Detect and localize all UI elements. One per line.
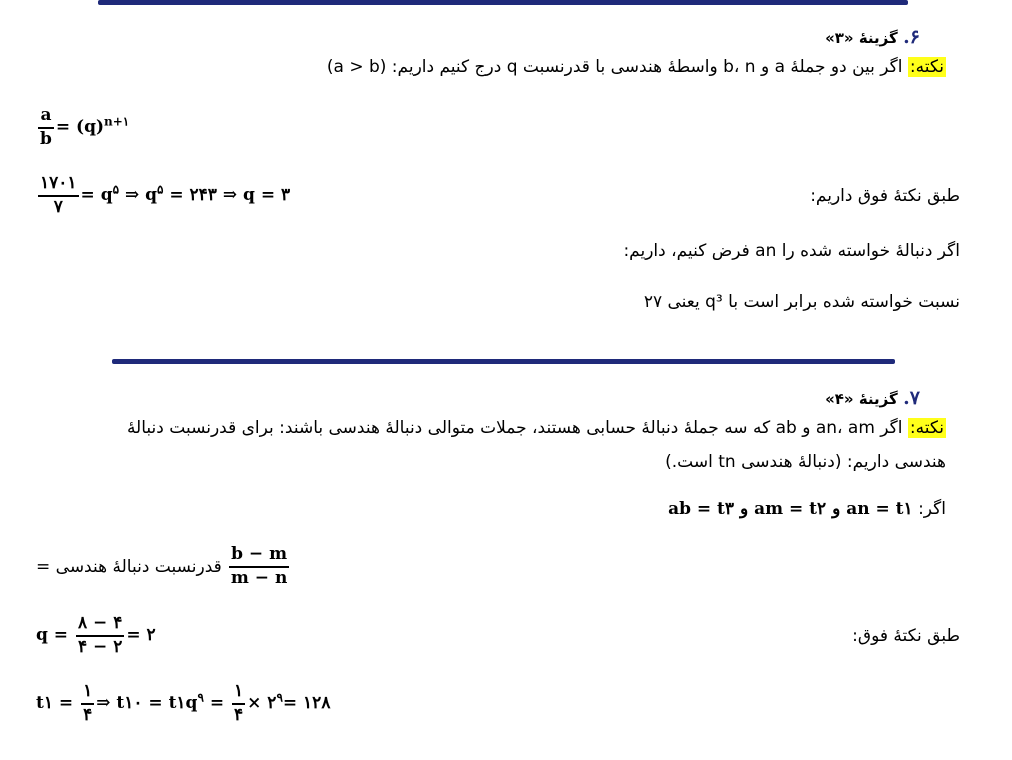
q7-according: طبق نکتهٔ فوق:	[852, 626, 960, 646]
q7-if-label: اگر:	[918, 499, 946, 519]
q6-number: ۶.	[903, 26, 920, 48]
q6-note-text: اگر بین دو جملهٔ a و b، n واسطهٔ هندسی با قدرنسبت q درج کنیم داریم: (a > b)	[326, 57, 903, 77]
q6-calc-rhs-c: = ۲۴۳ ⇒ q = ۳	[163, 185, 291, 206]
q6-calc-rhs-b: ⇒ q	[119, 185, 158, 206]
q6-calc-exp-b: ۵	[157, 182, 164, 197]
q7-ratio-fraction	[229, 545, 289, 588]
q7-if	[668, 499, 946, 519]
q6-title: گزینهٔ «۳»	[825, 29, 898, 47]
top-divider	[98, 0, 908, 5]
q6-formula-den: b	[40, 128, 52, 149]
q7-q-lhs: q =	[36, 625, 69, 646]
q6-formula-exp: n+۱	[104, 114, 130, 129]
q6-formula-fraction	[38, 106, 54, 149]
q7-t1-fraction2	[232, 682, 245, 725]
q7-title: گزینهٔ «۴»	[825, 390, 898, 408]
q7-heading	[825, 387, 920, 409]
q7-note-label: نکته:	[909, 418, 944, 438]
q7-q-num: ۸ − ۴	[76, 614, 124, 637]
q7-t1-tail: × ۲	[247, 693, 277, 714]
q7-t1-den2: ۴	[234, 704, 244, 725]
q6-calc-exp-a: ۵	[112, 182, 120, 197]
q7-t-formula	[36, 682, 330, 725]
q7-ratio-formula	[36, 545, 291, 588]
q6-heading	[825, 26, 920, 48]
q6-ratio: نسبت خواسته شده برابر است با q³ یعنی ۲۷	[643, 292, 960, 312]
q7-note-text-1: اگر an، am و ab که سه جملهٔ دنبالهٔ حسابی هستند، جملات متوالی دنبالهٔ هندسی باشند: برای قدرنسبت دنبالهٔ	[126, 418, 903, 438]
q6-formula-num: a	[38, 106, 54, 129]
q7-t1-den: ۴	[83, 704, 93, 725]
q7-t1-exp2: ۹	[276, 690, 283, 705]
q7-number: ۷.	[903, 387, 920, 409]
q7-note-line2: هندسی داریم: (دنبالهٔ هندسی tn است.)	[665, 452, 946, 472]
q7-t1-result: = ۱۲۸	[282, 693, 331, 714]
q6-calc-fraction	[38, 174, 79, 217]
q7-t1-num2: ۱	[232, 682, 245, 705]
middle-divider	[112, 359, 895, 364]
q7-ratio-num: b − m	[229, 545, 289, 568]
q7-t1-fraction	[81, 682, 94, 725]
q7-ratio-den: m − n	[230, 567, 288, 588]
q7-q-den: ۴ − ۲	[77, 636, 123, 657]
q7-t1-mid: ⇒ t۱۰ = t۱q	[96, 693, 198, 714]
q6-formula	[36, 106, 129, 149]
q7-t1-num: ۱	[81, 682, 94, 705]
q7-t1-lhs: t۱ =	[36, 693, 74, 714]
q6-note	[327, 57, 946, 77]
q7-q-rhs: = ۲	[126, 625, 156, 646]
q7-t1-exp: ۹	[197, 690, 204, 705]
q6-assume: اگر دنبالهٔ خواسته شده را an فرض کنیم، داریم:	[623, 241, 960, 261]
q6-according: طبق نکتهٔ فوق داریم:	[810, 186, 960, 206]
q6-calc-rhs-a: = q	[80, 185, 113, 206]
q7-if-expr: an = t۱ و am = t۲ و ab = t۳	[668, 499, 913, 519]
q7-q-formula	[36, 614, 156, 657]
q6-note-label: نکته:	[909, 57, 944, 77]
q7-note-line1	[127, 418, 946, 438]
q7-ratio-label: قدرنسبت دنبالهٔ هندسی =	[36, 556, 222, 577]
q6-calc-den: ۷	[53, 196, 63, 217]
q6-formula-rhs: = (q)	[55, 117, 105, 138]
q7-q-fraction	[76, 614, 124, 657]
q6-calc-num: ۱۷۰۱	[38, 174, 79, 197]
q6-calc	[36, 174, 290, 217]
q7-t1-eq: =	[209, 693, 225, 714]
